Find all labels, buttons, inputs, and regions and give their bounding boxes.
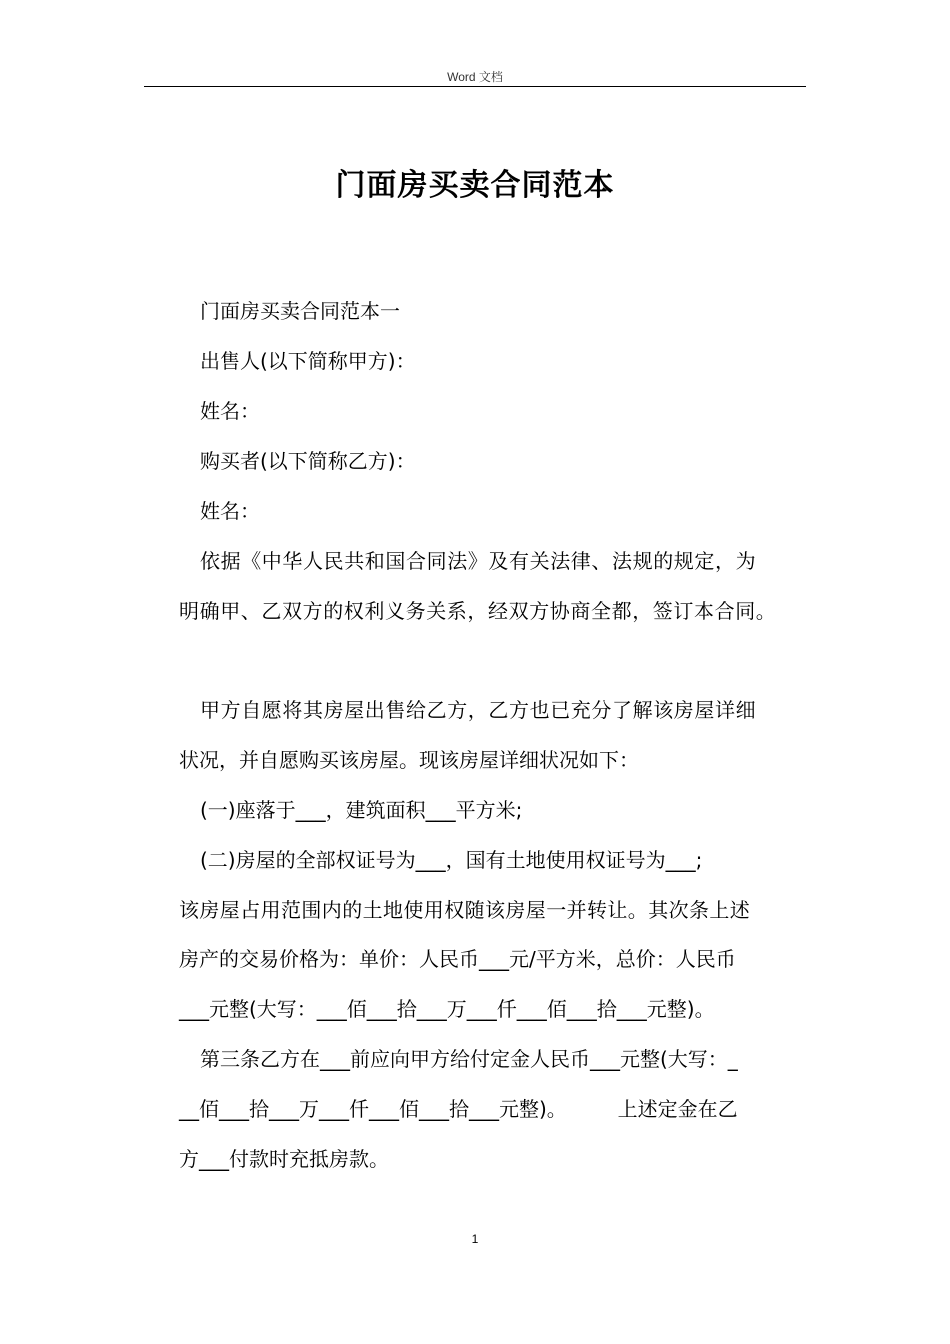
paragraph-line: 该房屋占用范围内的土地使用权随该房屋一并转让。其次条上述: [179, 898, 751, 922]
paragraph-line: 姓名：: [200, 499, 260, 523]
paragraph-line: 方___付款时充抵房款。: [179, 1147, 389, 1171]
paragraph-line: ___元整(大写：___佰___拾___万___仟___佰___拾___元整)。: [179, 997, 715, 1021]
header-rule: [144, 86, 806, 87]
header-label: Word 文档: [447, 70, 503, 84]
document-title: 门面房买卖合同范本: [335, 168, 615, 203]
paragraph-line: 明确甲、乙双方的权利义务关系，经双方协商全都，签订本合同。: [179, 599, 777, 623]
paragraph-line: 购买者(以下简称乙方)：: [200, 449, 416, 473]
paragraph-line: 依据《中华人民共和国合同法》及有关法律、法规的规定，为: [200, 549, 757, 573]
page-number: 1: [471, 1232, 479, 1246]
paragraph-line: (二)房屋的全部权证号为___，国有土地使用权证号为___;: [200, 848, 703, 872]
paragraph-line: 第三条乙方在___前应向甲方给付定金人民币___元整(大写：_: [200, 1047, 738, 1071]
paragraph-line: 房产的交易价格为：单价：人民币___元/平方米，总价：人民币: [179, 947, 736, 971]
paragraph-line: 姓名：: [200, 399, 260, 423]
paragraph-line: 门面房买卖合同范本一: [200, 299, 400, 323]
paragraph-line: __佰___拾___万___仟___佰___拾___元整)。 上述定金在乙: [179, 1097, 738, 1121]
paragraph-line: 状况，并自愿购买该房屋。现该房屋详细状况如下：: [179, 748, 639, 772]
paragraph-line: 出售人(以下简称甲方)：: [200, 349, 416, 373]
paragraph-line: 甲方自愿将其房屋出售给乙方，乙方也已充分了解该房屋详细: [200, 698, 757, 722]
paragraph-line: (一)座落于___，建筑面积___平方米;: [200, 798, 523, 822]
